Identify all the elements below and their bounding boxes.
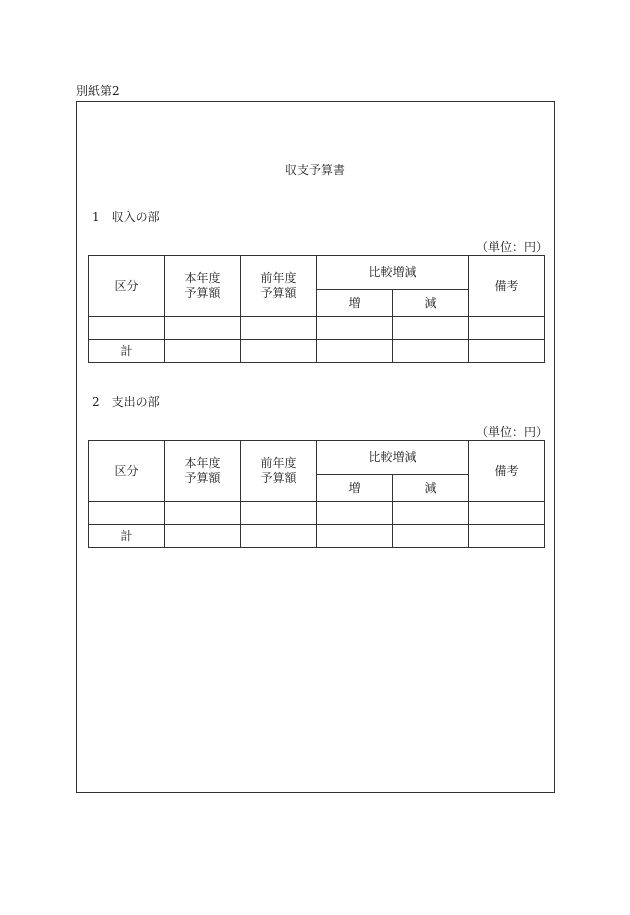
table-cell[interactable] xyxy=(165,340,241,363)
income-budget-table xyxy=(88,255,545,363)
document-title: 収支予算書 xyxy=(284,163,345,177)
table-cell[interactable] xyxy=(393,340,469,363)
header-category: 区分 xyxy=(89,256,165,317)
table-cell[interactable] xyxy=(393,317,469,340)
table-cell[interactable] xyxy=(393,525,469,548)
table-cell[interactable] xyxy=(241,525,317,548)
total-label: 計 xyxy=(89,340,165,363)
header-current-year-budget xyxy=(165,256,241,317)
header-previous-year-line2: 予算額 xyxy=(260,286,297,300)
header-previous-year-budget xyxy=(241,256,317,317)
header-previous-year-budget xyxy=(241,441,317,502)
section-number: 2 xyxy=(92,395,100,409)
header-remarks: 備考 xyxy=(469,256,545,317)
header-previous-year-line1: 前年度 xyxy=(260,456,297,470)
table-total-row xyxy=(89,525,545,548)
table-cell[interactable] xyxy=(469,502,545,525)
table-cell[interactable] xyxy=(393,502,469,525)
header-decrease: 減 xyxy=(393,290,469,317)
table-cell[interactable] xyxy=(241,340,317,363)
table-cell[interactable] xyxy=(317,525,393,548)
expenditure-budget-table xyxy=(88,440,545,548)
section-heading-expenditure xyxy=(92,394,160,410)
table-cell[interactable] xyxy=(165,317,241,340)
table-row xyxy=(89,502,545,525)
table-cell[interactable] xyxy=(89,317,165,340)
unit-note-expenditure: （単位：円） xyxy=(475,425,548,439)
table-row xyxy=(89,317,545,340)
header-comparison: 比較増減 xyxy=(317,441,469,475)
header-previous-year-line2: 予算額 xyxy=(260,471,297,485)
header-comparison: 比較増減 xyxy=(317,256,469,290)
section-number: 1 xyxy=(92,210,100,224)
table-header-row xyxy=(89,441,545,475)
table-cell[interactable] xyxy=(317,502,393,525)
header-increase: 増 xyxy=(317,475,393,502)
table-header-row xyxy=(89,256,545,290)
table-cell[interactable] xyxy=(241,502,317,525)
table-cell[interactable] xyxy=(241,317,317,340)
section-title: 支出の部 xyxy=(111,395,160,409)
table-cell[interactable] xyxy=(317,317,393,340)
table-cell[interactable] xyxy=(165,502,241,525)
header-current-year-line1: 本年度 xyxy=(184,456,221,470)
header-current-year-budget xyxy=(165,441,241,502)
header-previous-year-line1: 前年度 xyxy=(260,271,297,285)
table-total-row xyxy=(89,340,545,363)
unit-note-income: （単位：円） xyxy=(475,240,548,254)
section-heading-income xyxy=(92,209,160,225)
header-current-year-line2: 予算額 xyxy=(184,471,221,485)
table-cell[interactable] xyxy=(469,317,545,340)
table-cell[interactable] xyxy=(89,502,165,525)
table-cell[interactable] xyxy=(469,525,545,548)
table-cell[interactable] xyxy=(317,340,393,363)
section-title: 収入の部 xyxy=(111,210,160,224)
header-current-year-line2: 予算額 xyxy=(184,286,221,300)
header-remarks: 備考 xyxy=(469,441,545,502)
attachment-label: 別紙第2 xyxy=(76,84,120,98)
table-cell[interactable] xyxy=(469,340,545,363)
header-category: 区分 xyxy=(89,441,165,502)
header-decrease: 減 xyxy=(393,475,469,502)
header-increase: 増 xyxy=(317,290,393,317)
header-current-year-line1: 本年度 xyxy=(184,271,221,285)
total-label: 計 xyxy=(89,525,165,548)
table-cell[interactable] xyxy=(165,525,241,548)
